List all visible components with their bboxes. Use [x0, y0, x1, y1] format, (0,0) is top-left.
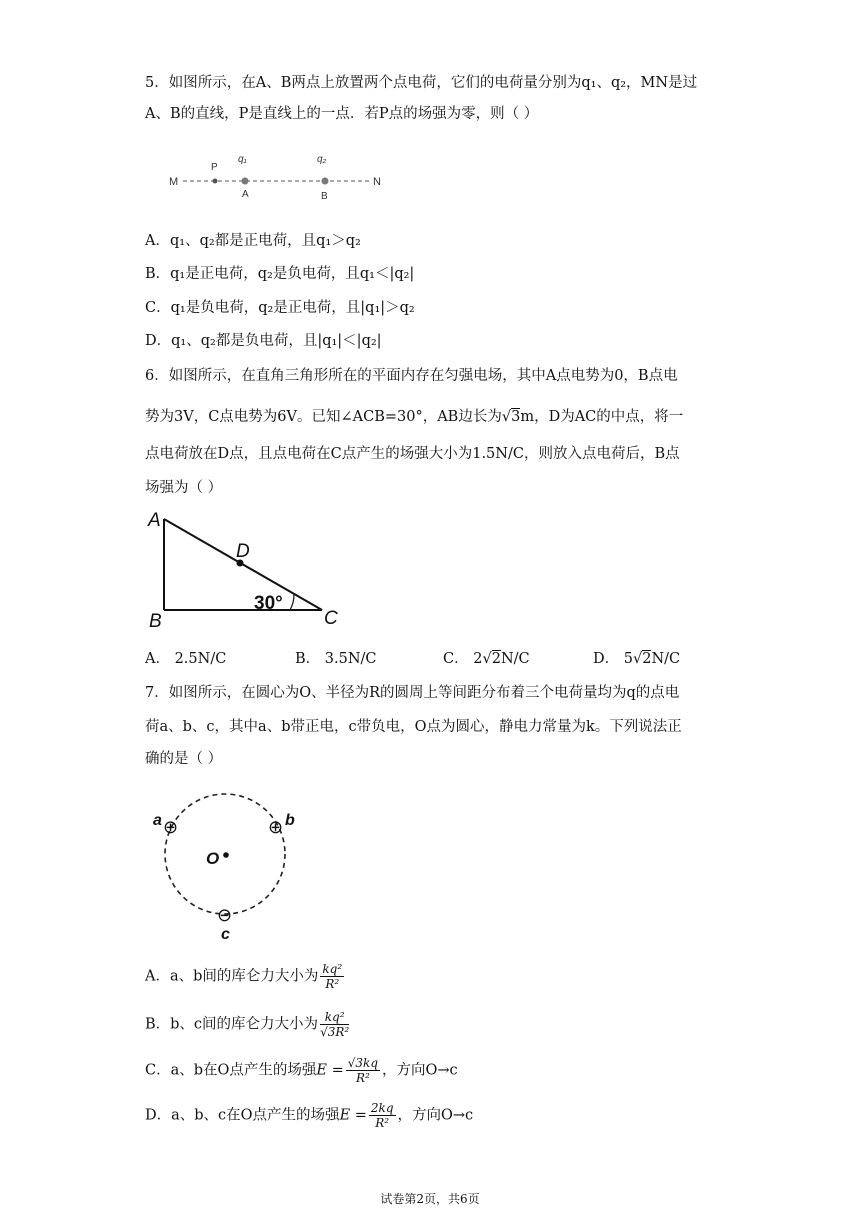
label-c: C [324, 608, 338, 629]
label-m: M [169, 176, 179, 188]
q7-option-a: A．a、b间的库仑力大小为 $\frac{\text{kq²}}{\text{R²}}$ [145, 962, 343, 991]
q7-circle-figure [148, 788, 308, 948]
q6-option-a: A． 2.5N/C [145, 651, 227, 667]
q7-stem-line1: 7．如图所示，在圆心为O、半径为R的圆周上等间距分布着三个电荷量均为q的点电 [145, 685, 680, 701]
q6-option-b: B． 3.5N/C [295, 651, 377, 667]
label-q1: q₁ [238, 154, 247, 165]
q5-stem-line2: A、B的直线，P是直线上的一点．若P点的场强为零，则（ ） [145, 106, 539, 122]
label-c: c [221, 926, 230, 943]
label-p: P [211, 162, 218, 173]
q7-option-c: C．a、b在O点产生的场强E = $\frac{√3kq}{\text{R²}}$ ，方向O→c [145, 1056, 458, 1085]
label-q2: q₂ [317, 154, 327, 165]
label-a: A [148, 510, 161, 531]
label-d: D [236, 541, 250, 562]
label-o: O [206, 849, 220, 868]
q6-option-c: C． 2√2N/C [443, 651, 530, 667]
label-a: a [153, 812, 162, 829]
q6-triangle-figure [140, 505, 350, 635]
label-b: B [321, 191, 328, 202]
charge-b [322, 178, 329, 185]
center-o [223, 852, 229, 858]
charge-a [242, 178, 249, 185]
q5-option-c: C．q₁是负电荷，q₂是正电荷，且|q₁|＞q₂ [145, 300, 415, 316]
label-angle: 30° [254, 593, 283, 614]
charge-a-symbol: ⊕ [163, 817, 179, 837]
point-p [213, 179, 218, 184]
q7-stem-line2: 荷a、b、c，其中a、b带正电，c带负电，O点为圆心，静电力常量为k。下列说法正 [145, 719, 682, 735]
label-b: B [149, 611, 162, 632]
q7-stem-line3: 确的是（ ） [145, 751, 223, 767]
q5-figure [165, 145, 390, 205]
q6-option-d: D． 5√2N/C [593, 651, 681, 667]
label-a: A [242, 189, 249, 200]
charge-c-symbol: ⊖ [217, 905, 233, 925]
page-footer: 试卷第2页，共6页 [380, 1192, 480, 1206]
q7-option-b: B．b、c间的库仑力大小为 $\frac{\text{kq²}}{\text{√3R²}}$ [145, 1010, 350, 1039]
q5-option-d: D．q₁、q₂都是负电荷，且|q₁|＜|q₂| [145, 333, 382, 349]
q5-stem-line1: 5．如图所示，在A、B两点上放置两个点电荷，它们的电荷量分别为q₁、q₂，MN是过 [145, 75, 698, 91]
q6-stem-line1: 6．如图所示，在直角三角形所在的平面内存在匀强电场，其中A点电势为0，B点电 [145, 368, 678, 384]
q6-stem-line3: 点电荷放在D点，且点电荷在C点产生的场强大小为1.5N/C，则放入点电荷后，B点 [145, 446, 680, 462]
q6-stem-line4: 场强为（ ） [145, 480, 223, 496]
label-n: N [373, 176, 381, 188]
charge-b-symbol: ⊕ [268, 817, 284, 837]
q5-option-b: B．q₁是正电荷，q₂是负电荷，且q₁＜|q₂| [145, 266, 415, 282]
q5-option-a: A．q₁、q₂都是正电荷，且q₁＞q₂ [145, 233, 361, 249]
q7-option-d: D．a、b、c在O点产生的场强E = $\frac{2kq}{\text{R²}}$ ，方向O→c [145, 1101, 474, 1130]
q6-stem-line2: 势为3V，C点电势为6V。已知∠ACB=30°，AB边长为√3m，D为AC的中点，将一 [145, 409, 684, 425]
label-b: b [285, 812, 295, 829]
